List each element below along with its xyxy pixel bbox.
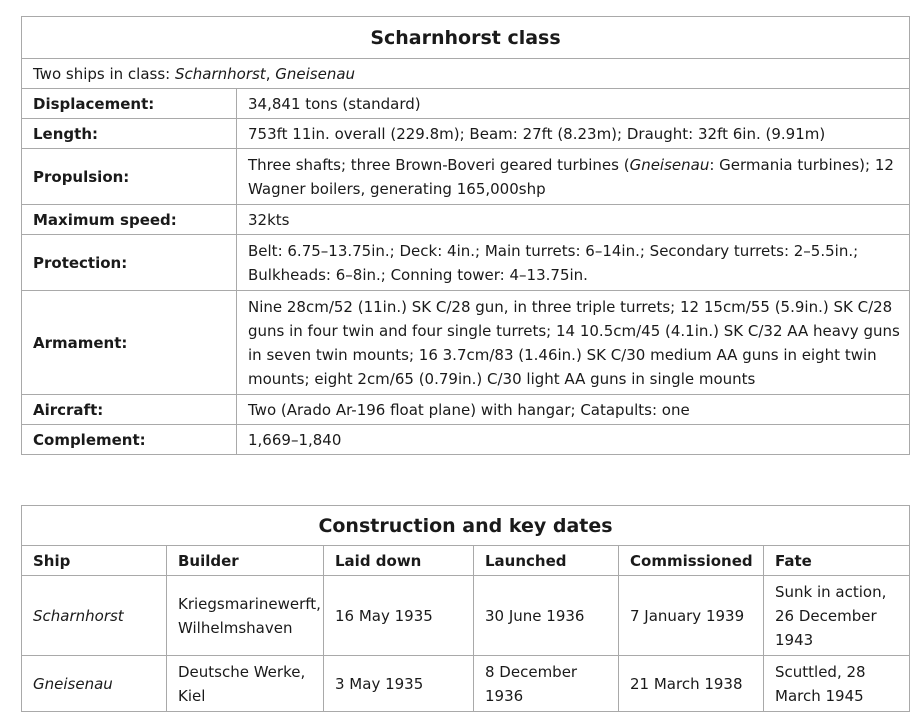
cell-ship: Gneisenau [22,656,167,712]
spec-value-aircraft: Two (Arado Ar-196 float plane) with hangar; Catapults: one [237,395,910,425]
spec-label-displacement: Displacement: [22,89,237,119]
construction-title-row [22,506,910,546]
spec-value-max-speed: 32kts [237,205,910,235]
propulsion-text-a: Three shafts; three Brown-Boveri geared turbines ( [248,155,630,174]
propulsion-text-italic: Gneisenau [629,155,710,174]
spec-row-max-speed [22,205,910,235]
cell-launched: 30 June 1936 [474,576,619,656]
intro-separator: , [265,64,276,83]
spec-row-propulsion [22,149,910,205]
table-row-gneisenau [22,656,910,712]
header-fate: Fate [764,546,910,576]
cell-laid-down: 3 May 1935 [324,656,474,712]
intro-ship-scharnhorst: Scharnhorst [175,64,266,83]
cell-commissioned: 21 March 1938 [619,656,764,712]
cell-builder: Kriegsmarinewerft, Wilhelmshaven [167,576,324,656]
spec-label-max-speed: Maximum speed: [22,205,237,235]
table-row-scharnhorst [22,576,910,656]
cell-laid-down: 16 May 1935 [324,576,474,656]
spec-value-complement: 1,669–1,840 [237,425,910,455]
spec-row-complement [22,425,910,455]
spec-title-row [22,17,910,59]
spec-label-armament: Armament: [22,291,237,395]
header-ship: Ship [22,546,167,576]
spec-row-aircraft [22,395,910,425]
spec-value-propulsion [237,149,910,205]
propulsion-text-b: : Germania turbines); 12 Wagner boilers, generating 165,000shp [248,155,894,198]
cell-ship: Scharnhorst [22,576,167,656]
ships-in-class-cell [22,59,910,89]
intro-prefix: Two ships in class: [33,64,175,83]
spec-value-armament: Nine 28cm/52 (11in.) SK C/28 gun, in three triple turrets; 12 15cm/55 (5.9in.) SK C/28 guns in four twin and four single turrets; 14 10.5cm/45 (4.1in.) SK C/32 AA heavy guns in seven twin mounts; 16 3.7cm/83 (1.46in.) SK C/30 medium AA guns in eight twin mounts; eight 2cm/65 (0.79in.) C/30 light AA guns in single mounts [237,291,910,395]
spec-row-displacement [22,89,910,119]
spec-value-displacement: 34,841 tons (standard) [237,89,910,119]
spec-label-aircraft: Aircraft: [22,395,237,425]
construction-table-title: Construction and key dates [22,506,910,546]
spec-label-protection: Protection: [22,235,237,291]
intro-ship-gneisenau: Gneisenau [275,64,356,83]
construction-table [21,505,910,712]
header-commissioned: Commissioned [619,546,764,576]
specifications-table [21,16,910,455]
header-launched: Launched [474,546,619,576]
spec-label-length: Length: [22,119,237,149]
construction-header-row [22,546,910,576]
spec-row-armament [22,291,910,395]
header-builder: Builder [167,546,324,576]
cell-commissioned: 7 January 1939 [619,576,764,656]
header-laid-down: Laid down [324,546,474,576]
spec-row-protection [22,235,910,291]
spec-label-propulsion: Propulsion: [22,149,237,205]
spec-label-complement: Complement: [22,425,237,455]
spec-row-length [22,119,910,149]
spec-value-protection: Belt: 6.75–13.75in.; Deck: 4in.; Main turrets: 6–14in.; Secondary turrets: 2–5.5in.; Bulkheads: 6–8in.; Conning tower: 4–13.75in. [237,235,910,291]
spec-intro-row [22,59,910,89]
cell-builder: Deutsche Werke, Kiel [167,656,324,712]
cell-fate: Scuttled, 28 March 1945 [764,656,910,712]
spec-table-title: Scharnhorst class [22,17,910,59]
cell-fate: Sunk in action, 26 December 1943 [764,576,910,656]
cell-launched: 8 December 1936 [474,656,619,712]
spec-value-length: 753ft 11in. overall (229.8m); Beam: 27ft (8.23m); Draught: 32ft 6in. (9.91m) [237,119,910,149]
